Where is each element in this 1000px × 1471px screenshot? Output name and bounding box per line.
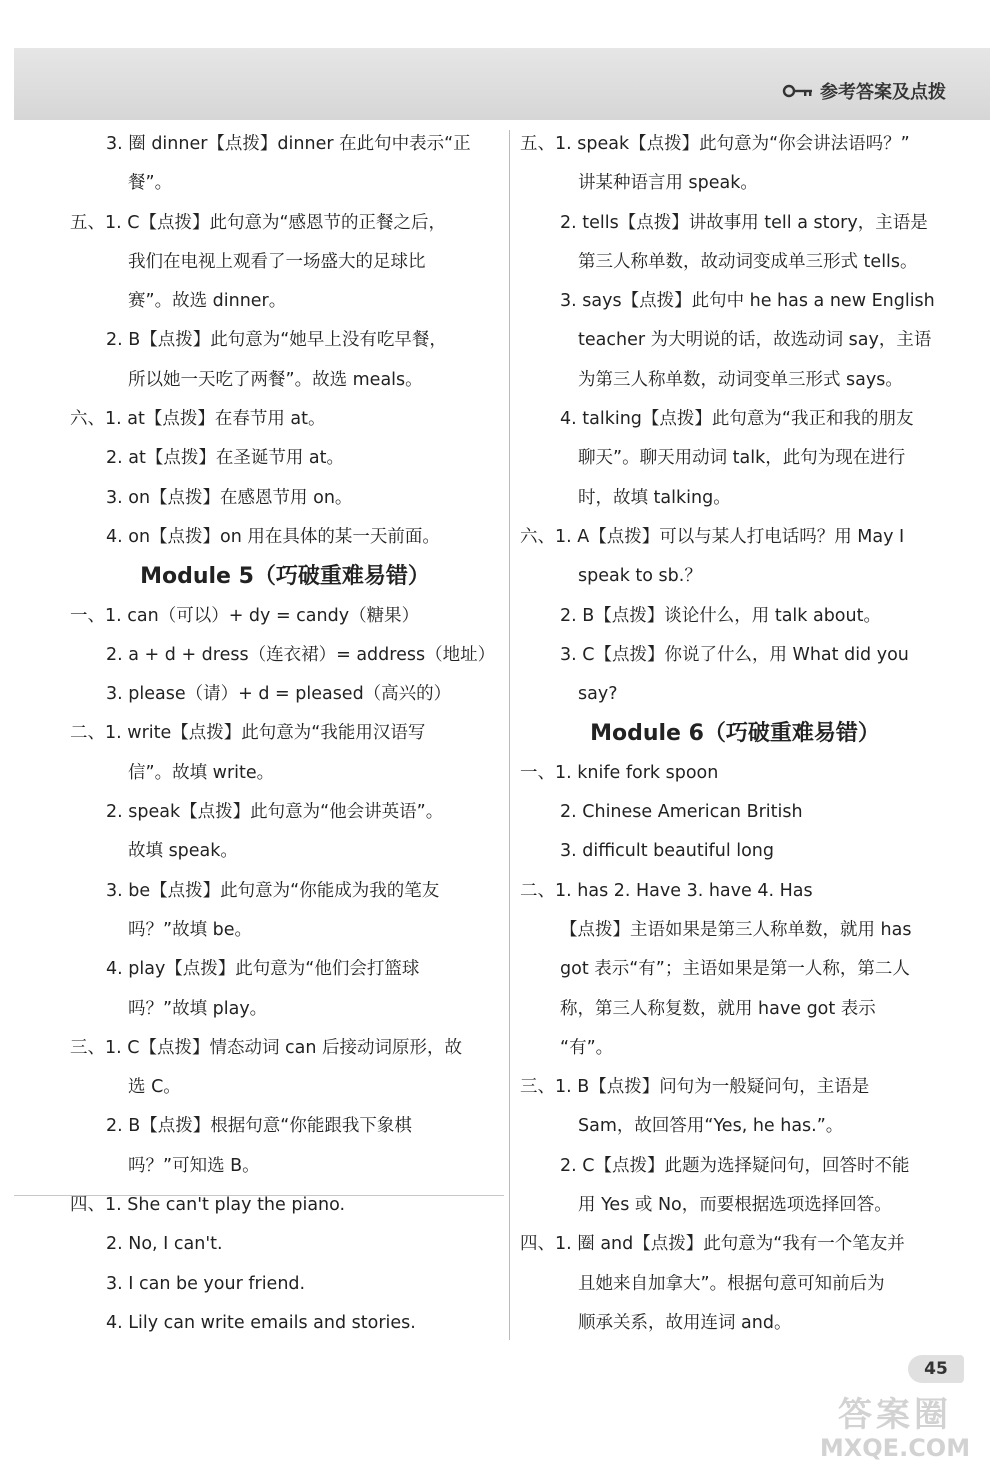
answer-line: 且她来自加拿大”。根据句意可知前后为 — [578, 1273, 885, 1294]
answer-line: 时，故填 talking。 — [578, 487, 731, 508]
answer-line: 五、1. C【点拨】此句意为“感恩节的正餐之后， — [70, 212, 447, 233]
answer-line: 信”。故填 write。 — [128, 762, 275, 783]
answer-line: 四、1. 圈 and【点拨】此句意为“我有一个笔友并 — [520, 1234, 905, 1255]
key-icon — [782, 84, 814, 98]
answer-line: 2. B【点拨】此句意为“她早上没有吃早餐， — [106, 330, 447, 351]
answer-line: 称，第三人称复数，就用 have got 表示 — [560, 998, 876, 1019]
answer-line: 选 C。 — [128, 1077, 181, 1098]
answer-line: 【点拨】主语如果是第三人称单数，就用 has — [560, 919, 912, 940]
module-heading: Module 6（巧破重难易错） — [590, 721, 880, 747]
answer-line: 六、1. A【点拨】可以与某人打电话吗？用 May I — [520, 526, 905, 547]
answer-line: 4. on【点拨】on 用在具体的某一天前面。 — [106, 526, 440, 547]
answer-line: 2. tells【点拨】讲故事用 tell a story，主语是 — [560, 212, 928, 233]
answer-line: 3. please（请）+ d = pleased（高兴的） — [106, 684, 452, 705]
answer-line: 二、1. write【点拨】此句意为“我能用汉语写 — [70, 723, 426, 744]
module-heading: Module 5（巧破重难易错） — [140, 564, 430, 590]
answer-line: 3. 圈 dinner【点拨】dinner 在此句中表示“正 — [106, 134, 471, 154]
answer-line: 2. speak【点拨】此句意为“他会讲英语”。 — [106, 802, 444, 823]
answer-line: 3. C【点拨】你说了什么，用 What did you — [560, 644, 909, 665]
answer-line: 一、1. knife fork spoon — [520, 762, 719, 783]
answer-line: got 表示“有”；主语如果是第一人称，第二人 — [560, 959, 910, 980]
answer-line: 3. be【点拨】此句意为“你能成为我的笔友 — [106, 880, 440, 901]
answer-line: 2. Chinese American British — [560, 802, 803, 823]
answer-line: 吗？”可知选 B。 — [128, 1155, 260, 1176]
header-label — [782, 78, 946, 104]
answer-line: 讲某种语言用 speak。 — [578, 173, 758, 194]
watermark — [800, 1395, 990, 1465]
answer-line: 所以她一天吃了两餐”。故选 meals。 — [128, 369, 423, 390]
watermark-url: MXQE.COM — [819, 1434, 971, 1462]
answer-line: 2. a + d + dress（连衣裙）= address（地址） — [106, 644, 496, 665]
answer-line: 五、1. speak【点拨】此句意为“你会讲法语吗？” — [520, 134, 910, 154]
answer-line: 赛”。故选 dinner。 — [128, 291, 287, 312]
answer-line: 3. on【点拨】在感恩节用 on。 — [106, 487, 353, 508]
answer-line: 3. I can be your friend. — [106, 1273, 306, 1294]
right-column — [520, 125, 950, 1343]
column-divider — [509, 130, 510, 1340]
answer-line: 2. at【点拨】在圣诞节用 at。 — [106, 448, 344, 469]
answer-line: 三、1. B【点拨】问句为一般疑问句，主语是 — [520, 1077, 870, 1098]
answer-line: 用 Yes 或 No，而要根据选项选择回答。 — [578, 1195, 892, 1216]
answer-line: 吗？”故填 be。 — [128, 919, 253, 940]
answer-line: 2. No, I can't. — [106, 1234, 223, 1255]
answer-line: 故填 speak。 — [128, 841, 238, 862]
watermark-text: 答案圈 — [838, 1395, 952, 1435]
answer-line: 一、1. can（可以）+ dy = candy（糖果） — [70, 605, 420, 626]
left-column — [70, 125, 500, 1343]
answer-line: 2. B【点拨】根据句意“你能跟我下象棋 — [106, 1116, 412, 1137]
answer-line: 4. talking【点拨】此句意为“我正和我的朋友 — [560, 409, 914, 430]
answer-line: 我们在电视上观看了一场盛大的足球比 — [128, 251, 426, 272]
answer-line: 餐”。 — [128, 173, 173, 194]
page-number: 45 — [908, 1355, 964, 1383]
answer-line: 2. B【点拨】谈论什么，用 talk about。 — [560, 605, 881, 626]
answer-line: 4. Lily can write emails and stories. — [106, 1312, 416, 1333]
answer-line: “有”。 — [560, 1037, 614, 1058]
answer-line: Sam，故回答用“Yes, he has.”。 — [578, 1116, 844, 1137]
header-title: 参考答案及点拨 — [820, 82, 946, 103]
answer-line: 3. says【点拨】此句中 he has a new English — [560, 291, 935, 312]
answer-line: 4. play【点拨】此句意为“他们会打篮球 — [106, 959, 420, 980]
answer-line: 三、1. C【点拨】情态动词 can 后接动词原形，故 — [70, 1037, 463, 1058]
page-header-bar — [14, 48, 990, 120]
answer-line: teacher 为大明说的话，故选动词 say，主语 — [578, 330, 932, 351]
answer-line: 3. difficult beautiful long — [560, 841, 775, 862]
answer-line: 六、1. at【点拨】在春节用 at。 — [70, 409, 326, 430]
answer-line: 聊天”。聊天用动词 talk，此句为现在进行 — [578, 448, 906, 469]
answer-line: 顺承关系，故用连词 and。 — [578, 1312, 792, 1333]
answer-line: 为第三人称单数，动词变单三形式 says。 — [578, 369, 903, 390]
answer-line: 二、1. has 2. Have 3. have 4. Has — [520, 880, 813, 901]
answer-line: 2. C【点拨】此题为选择疑问句，回答时不能 — [560, 1155, 910, 1176]
answer-line: 四、1. She can't play the piano. — [70, 1195, 346, 1216]
answer-line: 吗？”故填 play。 — [128, 998, 268, 1019]
answer-line: 第三人称单数，故动词变成单三形式 tells。 — [578, 251, 918, 272]
answer-line: speak to sb.？ — [578, 566, 702, 587]
answer-line: say? — [578, 684, 618, 705]
